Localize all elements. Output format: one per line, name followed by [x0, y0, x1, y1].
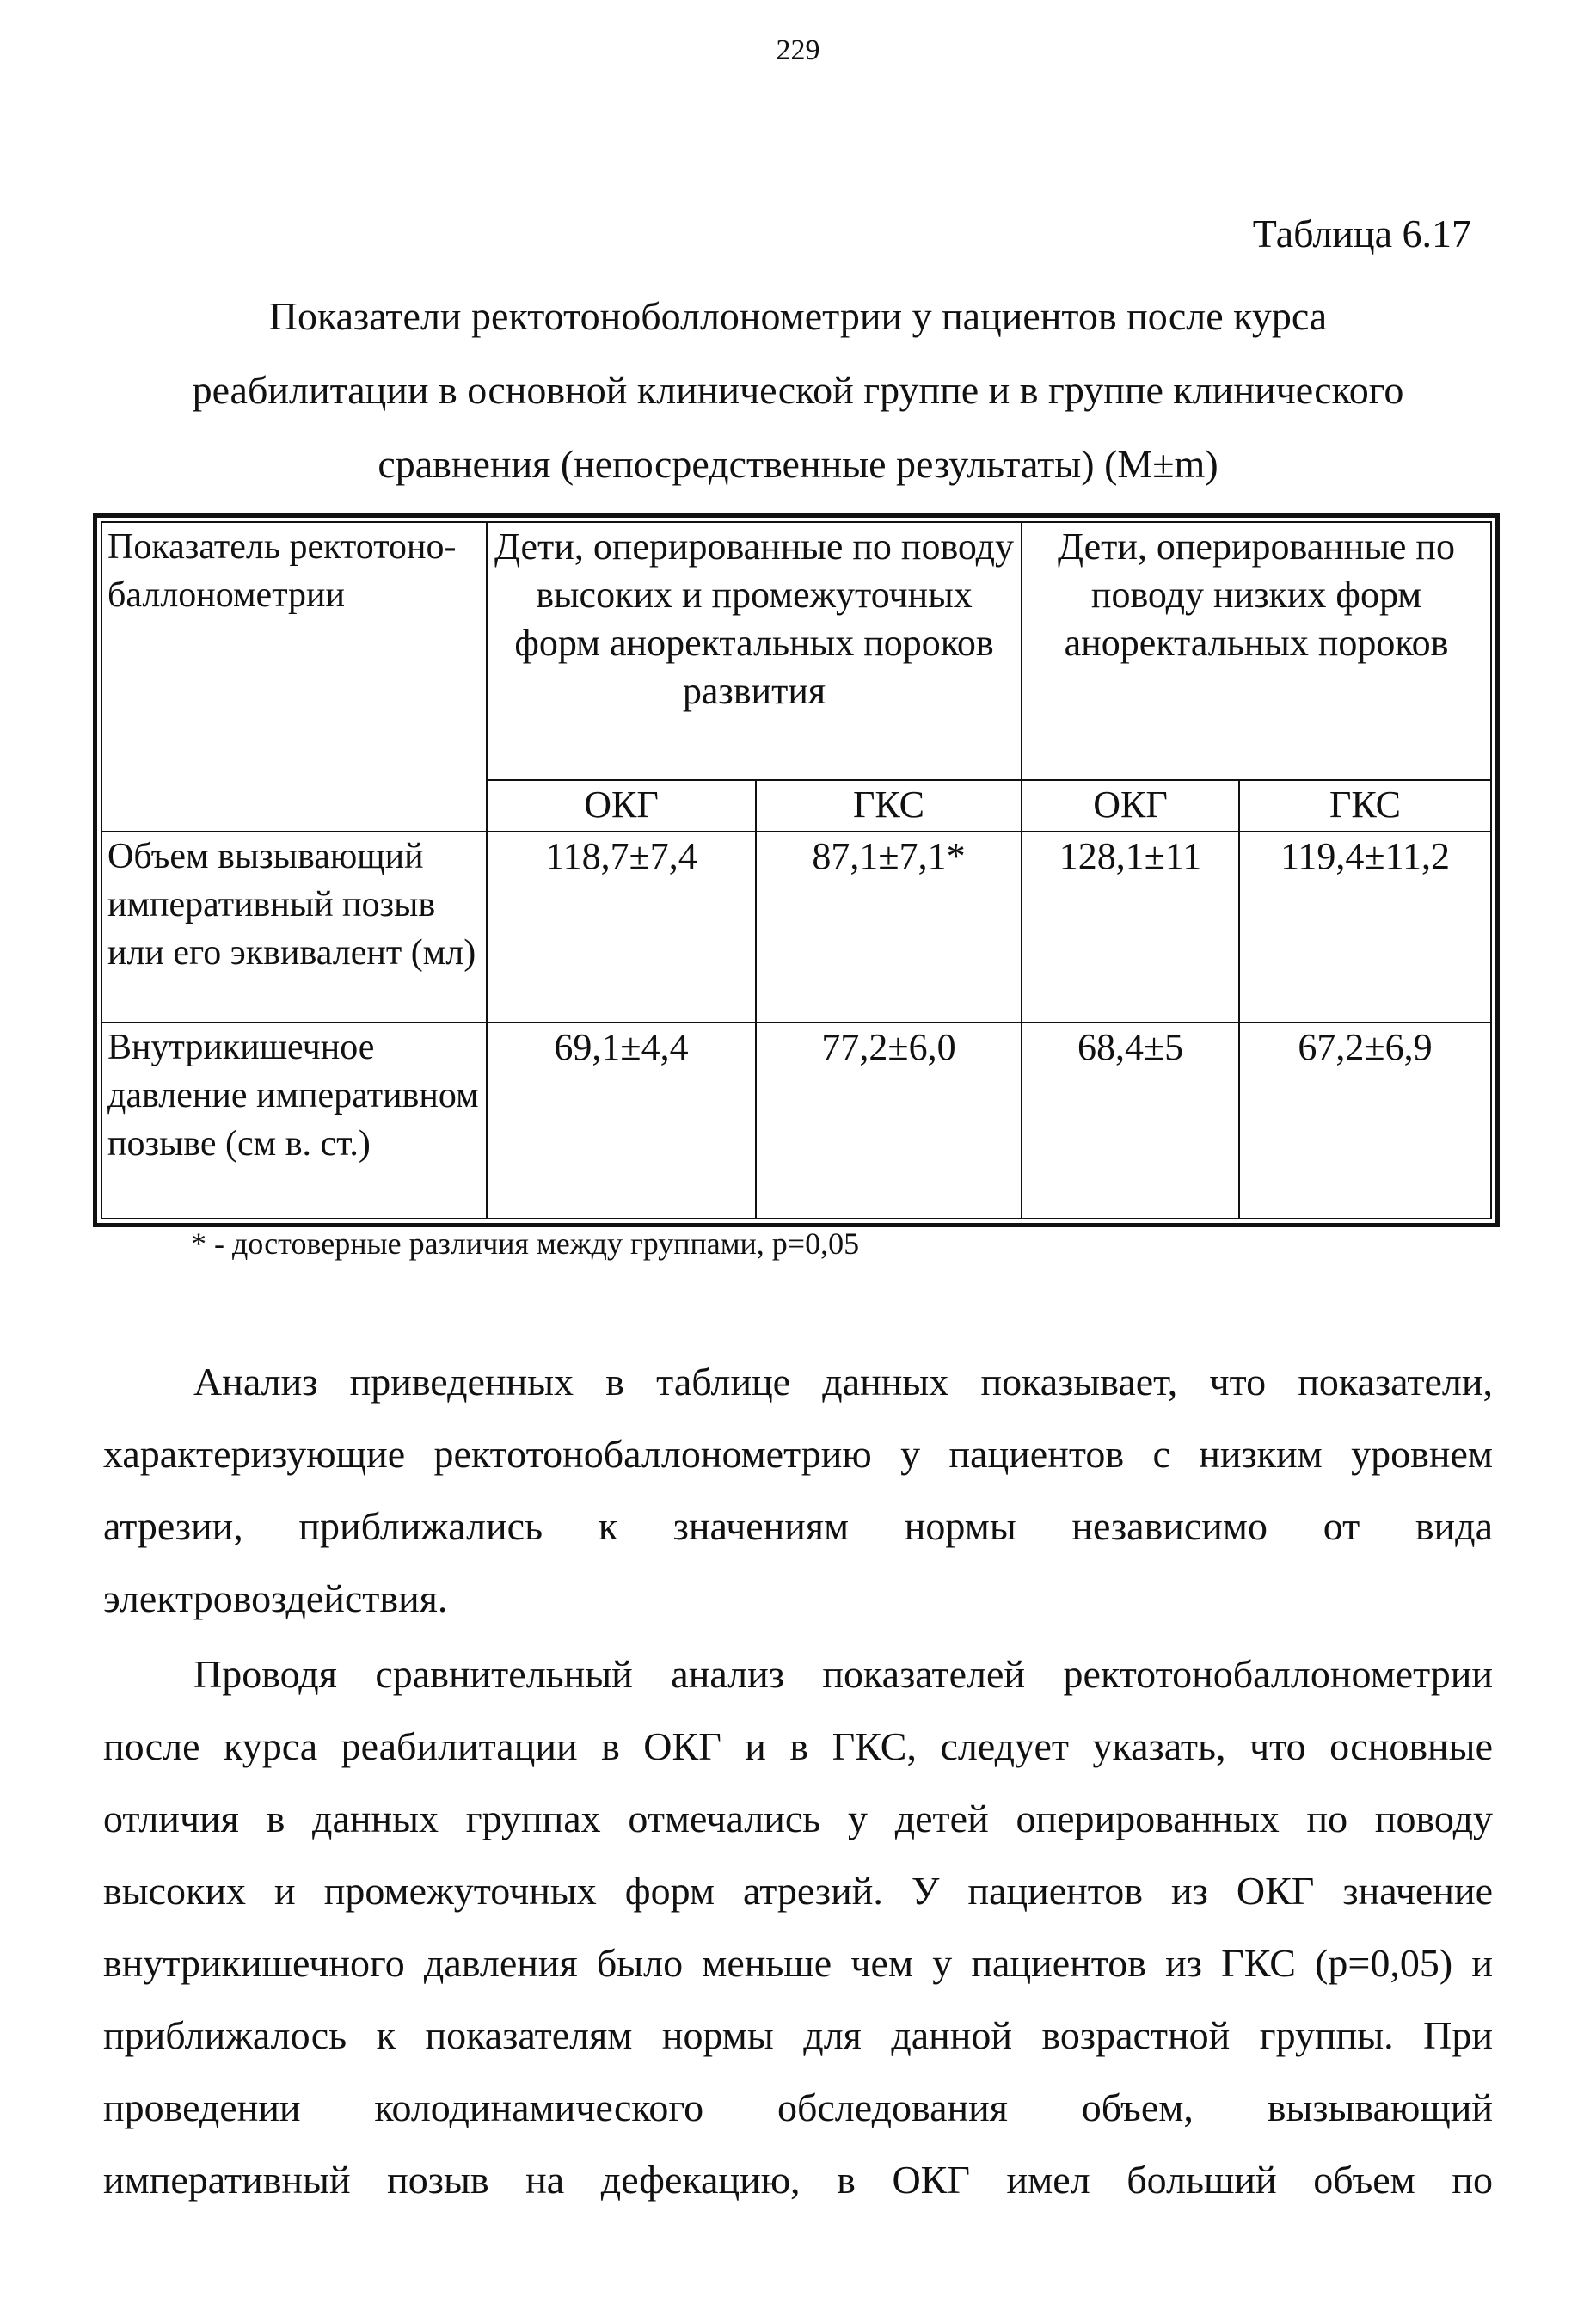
row-label-pressure: Внутрикишечное давление императивном позыве (см в. ст.): [101, 1023, 487, 1219]
caption-line: сравнения (непосредственные результаты) (M±m): [378, 442, 1218, 486]
paragraph-line: характеризующие ректотонобаллонометрию у пациентов с низким уровнем: [103, 1432, 1493, 1476]
paragraph-line: приближалось к показателям нормы для данной возрастной группы. При: [103, 2013, 1493, 2057]
paragraph-line: атрезии, приближались к значениям нормы независимо от вида: [103, 1504, 1493, 1548]
paragraph: [103, 1346, 1493, 1635]
paragraph-line: внутрикишечного давления было меньше чем у пациентов из ГКС (p=0,05) и: [103, 1941, 1493, 1985]
results-table: [101, 521, 1492, 1219]
paragraph-line: императивный позыв на дефекацию, в ОКГ имел больший объем по: [103, 2158, 1493, 2202]
cell-value: 119,4±11,2: [1239, 832, 1491, 1023]
cell-value: 128,1±11: [1022, 832, 1239, 1023]
subheader-gks-high: ГКС: [756, 780, 1022, 832]
cell-value: 77,2±6,0: [756, 1023, 1022, 1219]
cell-value: 67,2±6,9: [1239, 1023, 1491, 1219]
cell-value: 118,7±7,4: [487, 832, 756, 1023]
table-caption: [103, 280, 1493, 501]
cell-value: 87,1±7,1*: [756, 832, 1022, 1023]
row-label-volume: Объем вызывающий императивный позыв или его эквивалент (мл): [101, 832, 487, 1023]
table-row: [101, 1023, 1491, 1219]
param-header: Показатель ректотоно-баллонометрии: [101, 522, 487, 832]
group-high-header: Дети, оперированные по поводу высоких и промежуточных форм аноректальных пороков развития: [487, 522, 1022, 780]
subheader-gks-low: ГКС: [1239, 780, 1491, 832]
results-table-frame: [93, 513, 1500, 1227]
caption-line: реабилитации в основной клинической группе и в группе клинического: [192, 368, 1404, 412]
paragraph-line: после курса реабилитации в ОКГ и в ГКС, следует указать, что основные: [103, 1724, 1493, 1768]
subheader-okg-low: ОКГ: [1022, 780, 1239, 832]
table-row: [101, 832, 1491, 1023]
cell-value: 68,4±5: [1022, 1023, 1239, 1219]
paragraph-line: проведении колодинамического обследования объем, вызывающий: [103, 2086, 1493, 2129]
group-low-header: Дети, оперированные по поводу низких форм аноректальных пороков: [1022, 522, 1491, 780]
cell-value: 69,1±4,4: [487, 1023, 756, 1219]
paragraph-line: Анализ приведенных в таблице данных показывает, что показатели,: [193, 1360, 1493, 1404]
table-footnote: * - достоверные различия между группами, p=0,05: [191, 1226, 860, 1261]
subheader-okg-high: ОКГ: [487, 780, 756, 832]
paragraph-line: Проводя сравнительный анализ показателей ректотонобаллонометрии: [193, 1652, 1493, 1696]
table-label: Таблица 6.17: [1252, 212, 1471, 255]
paragraph-line: электровоздействия.: [103, 1576, 448, 1620]
paragraph-line: высоких и промежуточных форм атрезий. У пациентов из ОКГ значение: [103, 1869, 1493, 1913]
paragraph-line: отличия в данных группах отмечались у детей оперированных по поводу: [103, 1797, 1493, 1840]
caption-line: Показатели ректотоноболлонометрии у пациентов после курса: [268, 294, 1328, 338]
page-number: 229: [776, 34, 820, 66]
table-header-row: [101, 522, 1491, 780]
paragraph: [103, 1638, 1493, 2216]
